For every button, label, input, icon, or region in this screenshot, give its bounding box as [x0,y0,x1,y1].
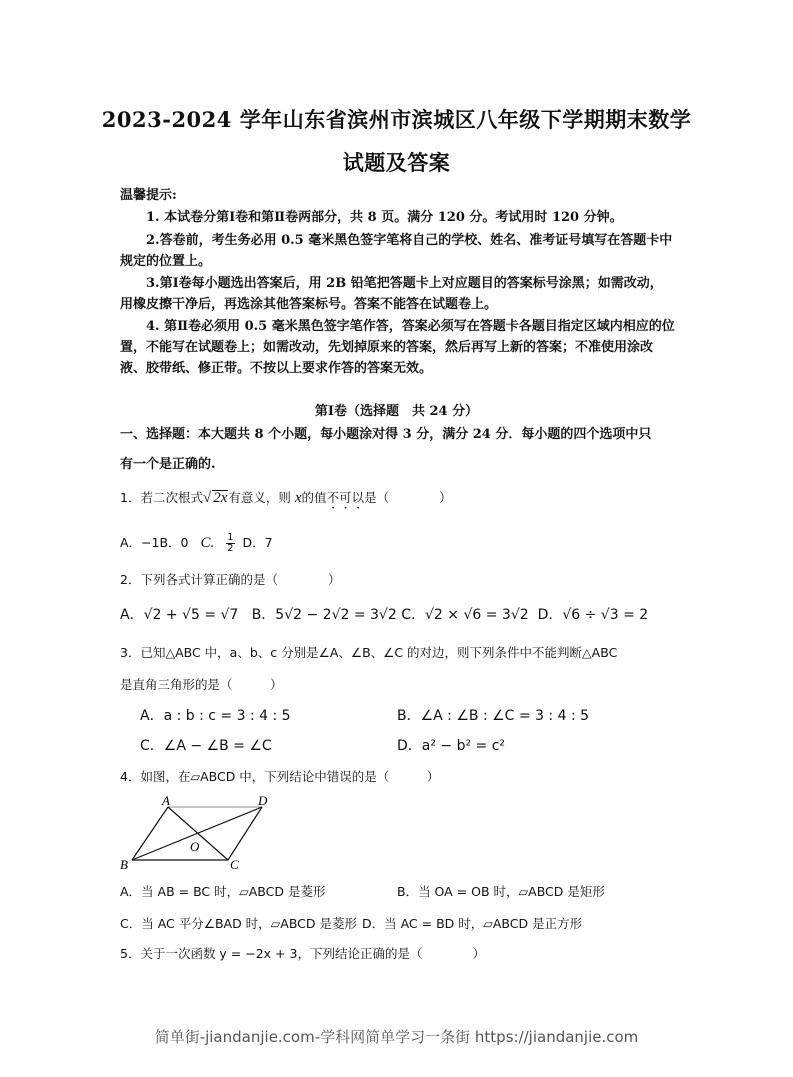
question-4-option-c: C．当 AC 平分∠BAD 时，▱ABCD 是菱形 [120,916,358,931]
question-3-option-a: A．a : b : c = 3 : 4 : 5 [140,708,291,724]
part-intro-line2: 有一个是正确的. [120,457,216,472]
watermark-footer: 简单街-jiandanjie.com-学科网简单学习一条街 https://jiandanjie.com [154,1028,639,1046]
tip-2: 2.答卷前，考生务必用 0.5 毫米黑色签字笔将自己的学校、姓名、准考证号填写在答题卡中规定的位置上。 [120,233,673,269]
option-c-label: C. [200,535,215,551]
section-title: 第Ⅰ卷（选择题 共 24 分） [314,404,479,419]
question-1-options [120,533,273,554]
question-3-stem-line2: 是直角三角形的是（ ） [120,677,283,692]
question-3-option-c: C．∠A − ∠B = ∠C [140,738,272,754]
option-c: C．√2 × √6 = 3√2 [401,607,529,623]
question-3-option-b: B．∠A : ∠B : ∠C = 3 : 4 : 5 [397,708,590,724]
label-o: O [190,839,200,854]
label-c: C [230,857,239,872]
tips-heading: 温馨提示: [120,188,177,203]
question-1-stem: 1．若二次根式√ 2x有意义，则 x的值不可以是（ ） [120,490,452,506]
question-4-stem: 4．如图，在▱ABCD 中，下列结论中错误的是（ ） [120,769,440,784]
option-b: B．0 [159,535,189,550]
part-intro-line1: 一、选择题：本大题共 8 个小题，每小题涂对得 3 分，满分 24 分．每小题的四个选项中只 [120,427,652,442]
option-a: A．−1 [120,535,160,550]
question-2-options [120,605,648,625]
label-a: A [162,795,170,808]
question-5-stem: 5．关于一次函数 y = −2x + 3，下列结论正确的是（ ） [120,946,485,961]
label-d: D [258,795,268,808]
option-d: D．7 [242,535,273,550]
parallelogram-figure [118,795,278,875]
tip-1: 1. 本试卷分第Ⅰ卷和第Ⅱ卷两部分，共 8 页。满分 120 分。考试用时 120 分钟。 [146,210,623,225]
side-cd [228,807,262,860]
question-2-stem: 2．下列各式计算正确的是（ ） [120,572,341,587]
sqrt-expression: √ 2x [202,490,228,506]
question-4-option-b: B．当 OA = OB 时，▱ABCD 是矩形 [397,884,605,899]
question-4-option-d: D．当 AC = BD 时，▱ABCD 是正方形 [362,916,583,931]
option-b: B．5√2 − 2√2 = 3√2 [251,607,397,623]
document-title-line2: 试题及答案 [342,150,451,175]
tip-4: 4. 第Ⅱ卷必须用 0.5 毫米黑色签字笔作答，答案必须写在答题卡各题目指定区域内相应的位置，不能写在试题卷上；如需改动，先划掉原来的答案，然后再写上新的答案；不准使用涂改液、胶带纸、修正带。不按以上要求作答的答案无效。 [120,319,675,376]
question-4-option-a: A．当 AB = BC 时，▱ABCD 是菱形 [120,884,326,899]
tip-3: 3.第Ⅰ卷每小题选出答案后，用 2B 铅笔把答题卡上对应题目的答案标号涂黑；如需改动，用橡皮擦干净后，再选涂其他答案标号。答案不能答在试题卷上。 [120,276,663,312]
document-title-line1: 2023-2024 学年山东省滨州市滨城区八年级下学期期末数学 [101,107,692,132]
label-b: B [120,857,128,872]
question-number: 1． [120,490,141,505]
option-a: A．√2 + √5 = √7 [120,607,239,623]
question-3-stem-line1: 3．已知△ABC 中，a、b、c 分别是∠A、∠B、∠C 的对边，则下列条件中不能判断△ABC [120,645,618,660]
fraction-one-half: $\frac{1}{2}$ [227,532,234,554]
question-3-option-d: D．a² − b² = c² [397,738,506,754]
option-d: D．√6 ÷ √3 = 2 [537,607,649,623]
emphasized-text: 不可以 [326,490,365,505]
